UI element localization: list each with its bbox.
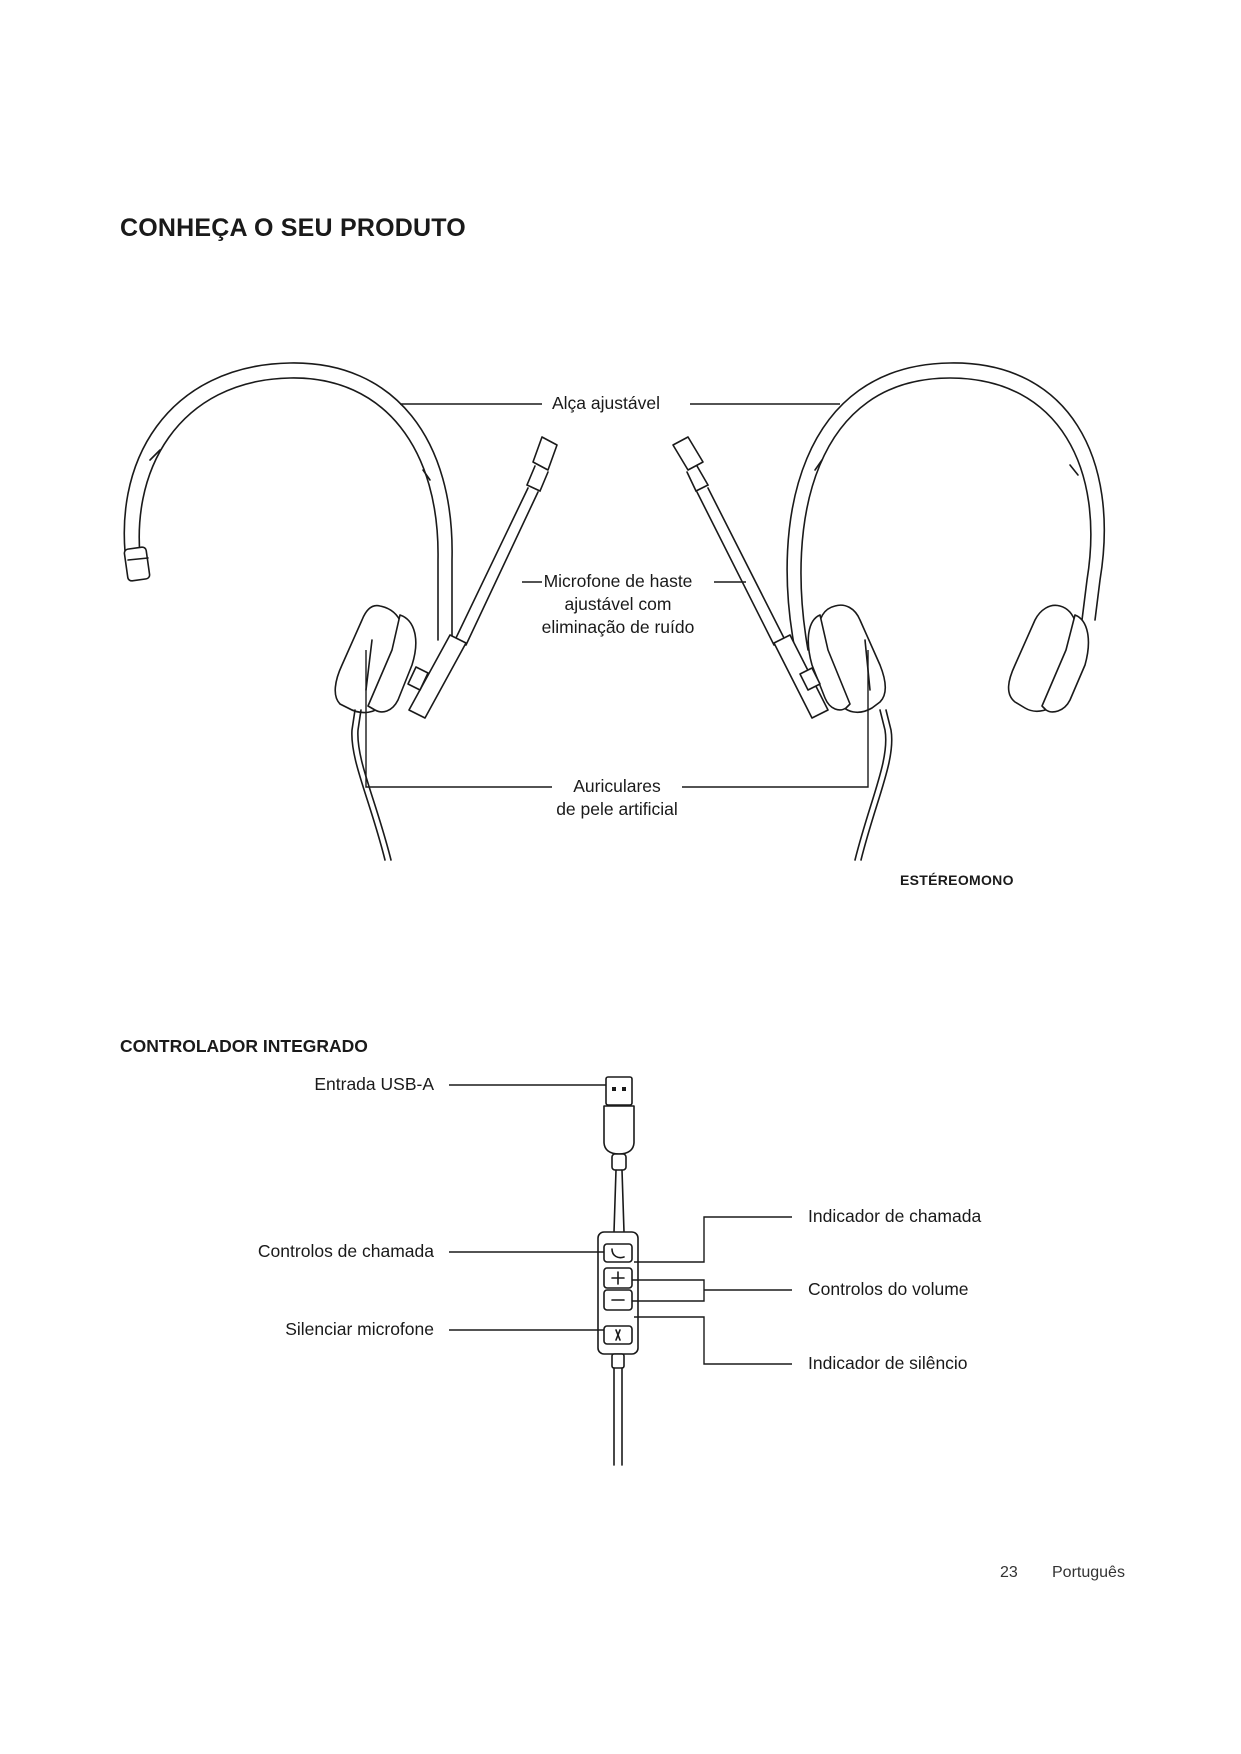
label-ear-cushions-line1: Auriculares (573, 776, 661, 796)
label-mute-microphone: Silenciar microfone (285, 1319, 434, 1339)
label-adjustable-headband: Alça ajustável (552, 393, 660, 413)
label-ear-cushions-line2: de pele artificial (556, 799, 678, 819)
label-usb-a-input: Entrada USB-A (314, 1074, 434, 1094)
label-ear-cushions (532, 775, 702, 821)
label-boom-mic-line2: ajustável com (564, 594, 672, 614)
stereo-mono-caption: ESTÉREOMONO (900, 872, 1014, 888)
section-title-inline-controller: CONTROLADOR INTEGRADO (120, 1036, 368, 1056)
language-label: Português (1052, 1564, 1125, 1581)
label-boom-mic-line1: Microfone de haste (543, 571, 693, 591)
label-volume-controls: Controlos do volume (808, 1279, 969, 1299)
stereo-headset-illustration (124, 363, 557, 860)
label-boom-mic-line3: eliminação de ruído (541, 617, 695, 637)
page-title: CONHEÇA O SEU PRODUTO (120, 214, 466, 242)
label-call-controls: Controlos de chamada (257, 1241, 434, 1261)
page-number: 23 (1000, 1564, 1018, 1581)
label-call-indicator: Indicador de chamada (808, 1206, 982, 1226)
label-boom-mic (520, 570, 716, 639)
mono-headset-illustration (673, 363, 1104, 860)
inline-controller-illustration (598, 1077, 638, 1465)
label-mute-indicator: Indicador de silêncio (808, 1353, 968, 1373)
